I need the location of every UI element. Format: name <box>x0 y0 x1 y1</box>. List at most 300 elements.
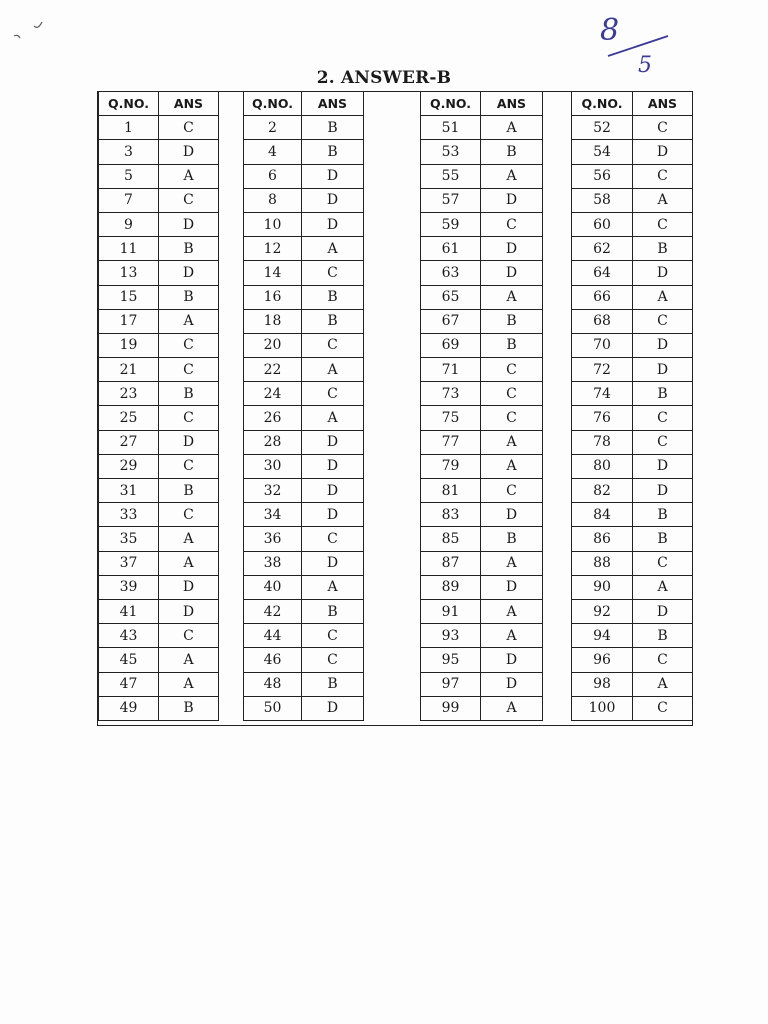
table-row <box>99 333 219 357</box>
question-number: 16 <box>244 285 302 309</box>
answer-letter: D <box>302 454 364 478</box>
question-number: 49 <box>99 696 159 720</box>
question-number: 50 <box>244 696 302 720</box>
answer-letter: B <box>633 237 693 261</box>
question-number: 8 <box>244 188 302 212</box>
answer-letter: D <box>159 140 219 164</box>
question-number: 91 <box>421 599 481 623</box>
answer-letter: D <box>481 503 543 527</box>
question-number: 75 <box>421 406 481 430</box>
question-number: 6 <box>244 164 302 188</box>
answer-letter: C <box>302 333 364 357</box>
answer-block-3 <box>420 92 543 721</box>
table-row <box>244 672 364 696</box>
question-number: 71 <box>421 358 481 382</box>
answer-letter: C <box>159 116 219 140</box>
question-number: 87 <box>421 551 481 575</box>
table-row <box>572 333 693 357</box>
question-number: 53 <box>421 140 481 164</box>
table-row <box>244 358 364 382</box>
table-row <box>421 599 543 623</box>
table-row <box>99 188 219 212</box>
question-number: 65 <box>421 285 481 309</box>
table-row <box>244 696 364 720</box>
table-row <box>572 164 693 188</box>
table-row <box>572 624 693 648</box>
question-number: 5 <box>99 164 159 188</box>
answer-letter: D <box>159 261 219 285</box>
question-number: 26 <box>244 406 302 430</box>
question-number: 17 <box>99 309 159 333</box>
question-number: 3 <box>99 140 159 164</box>
table-row <box>421 382 543 406</box>
answer-letter: B <box>633 624 693 648</box>
question-number: 29 <box>99 454 159 478</box>
question-number: 34 <box>244 503 302 527</box>
table-row <box>99 164 219 188</box>
ans-header: ANS <box>633 92 693 116</box>
question-number: 39 <box>99 575 159 599</box>
answer-letter: A <box>302 358 364 382</box>
question-number: 25 <box>99 406 159 430</box>
question-number: 52 <box>572 116 633 140</box>
answer-letter: B <box>633 382 693 406</box>
question-number: 21 <box>99 358 159 382</box>
qno-header: Q.NO. <box>421 92 481 116</box>
answer-letter: D <box>302 212 364 236</box>
answer-letter: D <box>159 430 219 454</box>
answer-letter: B <box>633 527 693 551</box>
answer-letter: D <box>633 599 693 623</box>
table-row <box>572 599 693 623</box>
table-row <box>572 696 693 720</box>
answer-letter: D <box>159 575 219 599</box>
answer-letter: C <box>159 188 219 212</box>
table-row <box>244 479 364 503</box>
question-number: 24 <box>244 382 302 406</box>
table-row <box>244 140 364 164</box>
question-number: 19 <box>99 333 159 357</box>
question-number: 13 <box>99 261 159 285</box>
question-number: 18 <box>244 309 302 333</box>
answer-letter: A <box>633 672 693 696</box>
table-row <box>572 406 693 430</box>
question-number: 56 <box>572 164 633 188</box>
answer-letter: B <box>159 696 219 720</box>
answer-letter: C <box>481 212 543 236</box>
page-title: 2. ANSWER-B <box>316 68 452 88</box>
table-row <box>572 309 693 333</box>
question-number: 58 <box>572 188 633 212</box>
question-number: 62 <box>572 237 633 261</box>
table-row <box>99 309 219 333</box>
table-row <box>421 261 543 285</box>
table-row <box>421 624 543 648</box>
table-row <box>572 382 693 406</box>
answer-letter: C <box>302 648 364 672</box>
table-row <box>572 454 693 478</box>
answer-letter: B <box>481 309 543 333</box>
qno-header: Q.NO. <box>572 92 633 116</box>
table-row <box>244 648 364 672</box>
table-row <box>244 575 364 599</box>
answer-letter: B <box>159 285 219 309</box>
question-number: 98 <box>572 672 633 696</box>
ans-header: ANS <box>159 92 219 116</box>
question-number: 22 <box>244 358 302 382</box>
question-number: 20 <box>244 333 302 357</box>
question-number: 72 <box>572 358 633 382</box>
answer-letter: B <box>302 599 364 623</box>
answer-letter: A <box>481 430 543 454</box>
question-number: 14 <box>244 261 302 285</box>
answer-letter: C <box>302 382 364 406</box>
table-row <box>421 696 543 720</box>
answer-letter: A <box>159 527 219 551</box>
table-row <box>421 188 543 212</box>
answer-letter: A <box>633 285 693 309</box>
table-row <box>99 261 219 285</box>
question-number: 92 <box>572 599 633 623</box>
answer-letter: D <box>159 599 219 623</box>
answer-letter: C <box>633 551 693 575</box>
table-row <box>244 406 364 430</box>
answer-letter: C <box>159 333 219 357</box>
question-number: 59 <box>421 212 481 236</box>
answer-letter: C <box>159 624 219 648</box>
table-row <box>244 503 364 527</box>
answer-letter: B <box>633 503 693 527</box>
question-number: 15 <box>99 285 159 309</box>
question-number: 40 <box>244 575 302 599</box>
question-number: 80 <box>572 454 633 478</box>
question-number: 38 <box>244 551 302 575</box>
table-row <box>99 212 219 236</box>
question-number: 95 <box>421 648 481 672</box>
question-number: 48 <box>244 672 302 696</box>
answer-letter: A <box>481 624 543 648</box>
answer-letter: A <box>159 648 219 672</box>
question-number: 96 <box>572 648 633 672</box>
question-number: 77 <box>421 430 481 454</box>
pen-tick-mark <box>8 14 48 44</box>
table-row <box>421 285 543 309</box>
answer-letter: D <box>302 551 364 575</box>
answer-block-2 <box>243 92 364 721</box>
table-row <box>572 479 693 503</box>
answer-letter: A <box>159 551 219 575</box>
answer-key-sheet <box>97 91 693 726</box>
question-number: 86 <box>572 527 633 551</box>
answer-letter: C <box>159 454 219 478</box>
question-number: 43 <box>99 624 159 648</box>
question-number: 28 <box>244 430 302 454</box>
table-row <box>421 237 543 261</box>
answer-letter: D <box>302 503 364 527</box>
answer-letter: B <box>302 140 364 164</box>
question-number: 67 <box>421 309 481 333</box>
table-row <box>244 212 364 236</box>
table-row <box>99 696 219 720</box>
question-number: 99 <box>421 696 481 720</box>
table-row <box>572 212 693 236</box>
table-row <box>572 430 693 454</box>
table-row <box>244 333 364 357</box>
question-number: 31 <box>99 479 159 503</box>
answer-letter: C <box>633 309 693 333</box>
table-row <box>99 575 219 599</box>
question-number: 11 <box>99 237 159 261</box>
answer-letter: D <box>302 430 364 454</box>
question-number: 10 <box>244 212 302 236</box>
qno-header: Q.NO. <box>99 92 159 116</box>
table-row <box>244 261 364 285</box>
table-row <box>244 624 364 648</box>
question-number: 33 <box>99 503 159 527</box>
question-number: 61 <box>421 237 481 261</box>
answer-letter: A <box>159 309 219 333</box>
svg-text:5: 5 <box>638 53 652 78</box>
answer-letter: D <box>633 333 693 357</box>
question-number: 36 <box>244 527 302 551</box>
table-row <box>421 575 543 599</box>
answer-letter: A <box>481 285 543 309</box>
question-number: 45 <box>99 648 159 672</box>
answer-letter: B <box>481 333 543 357</box>
answer-letter: C <box>633 116 693 140</box>
table-row <box>99 406 219 430</box>
question-number: 32 <box>244 479 302 503</box>
question-number: 37 <box>99 551 159 575</box>
answer-letter: B <box>302 672 364 696</box>
question-number: 76 <box>572 406 633 430</box>
table-row <box>244 382 364 406</box>
table-row <box>421 164 543 188</box>
table-row <box>99 551 219 575</box>
question-number: 42 <box>244 599 302 623</box>
table-row <box>99 116 219 140</box>
answer-letter: C <box>302 261 364 285</box>
question-number: 68 <box>572 309 633 333</box>
ans-header: ANS <box>302 92 364 116</box>
table-row <box>572 358 693 382</box>
answer-letter: A <box>481 116 543 140</box>
table-row <box>244 116 364 140</box>
question-number: 90 <box>572 575 633 599</box>
table-row <box>99 479 219 503</box>
question-number: 78 <box>572 430 633 454</box>
question-number: 69 <box>421 333 481 357</box>
question-number: 93 <box>421 624 481 648</box>
svg-text:8: 8 <box>600 13 620 48</box>
question-number: 94 <box>572 624 633 648</box>
answer-letter: D <box>481 648 543 672</box>
table-row <box>99 599 219 623</box>
table-row <box>99 527 219 551</box>
table-row <box>99 382 219 406</box>
answer-letter: A <box>633 188 693 212</box>
table-row <box>572 116 693 140</box>
answer-letter: D <box>633 479 693 503</box>
table-row <box>572 285 693 309</box>
table-row <box>99 237 219 261</box>
answer-letter: C <box>481 479 543 503</box>
answer-letter: D <box>481 188 543 212</box>
answer-letter: A <box>481 551 543 575</box>
question-number: 2 <box>244 116 302 140</box>
question-number: 60 <box>572 212 633 236</box>
table-row <box>572 575 693 599</box>
answer-letter: A <box>481 696 543 720</box>
table-row <box>244 551 364 575</box>
qno-header: Q.NO. <box>244 92 302 116</box>
table-row <box>421 333 543 357</box>
answer-letter: C <box>159 503 219 527</box>
table-row <box>99 648 219 672</box>
table-row <box>244 527 364 551</box>
table-row <box>244 164 364 188</box>
question-number: 84 <box>572 503 633 527</box>
answer-letter: B <box>302 116 364 140</box>
table-row <box>421 479 543 503</box>
answer-letter: C <box>633 430 693 454</box>
answer-letter: A <box>302 237 364 261</box>
question-number: 64 <box>572 261 633 285</box>
table-row <box>244 237 364 261</box>
table-row <box>572 261 693 285</box>
table-row <box>244 188 364 212</box>
answer-letter: A <box>159 672 219 696</box>
question-number: 51 <box>421 116 481 140</box>
answer-letter: D <box>481 261 543 285</box>
answer-letter: C <box>302 624 364 648</box>
table-row <box>421 140 543 164</box>
answer-letter: B <box>481 527 543 551</box>
table-row <box>421 406 543 430</box>
header-row <box>99 92 219 116</box>
answer-letter: D <box>633 358 693 382</box>
table-row <box>244 599 364 623</box>
table-row <box>99 624 219 648</box>
answer-letter: A <box>481 599 543 623</box>
answer-letter: D <box>633 261 693 285</box>
answer-letter: A <box>159 164 219 188</box>
answer-letter: D <box>481 672 543 696</box>
table-row <box>99 672 219 696</box>
answer-letter: C <box>481 406 543 430</box>
table-row <box>99 430 219 454</box>
question-number: 30 <box>244 454 302 478</box>
table-row <box>421 454 543 478</box>
header-row <box>572 92 693 116</box>
table-row <box>572 648 693 672</box>
answer-letter: B <box>481 140 543 164</box>
table-row <box>99 140 219 164</box>
answer-letter: B <box>159 237 219 261</box>
answer-block-4 <box>571 92 693 721</box>
question-number: 1 <box>99 116 159 140</box>
table-row <box>99 454 219 478</box>
question-number: 46 <box>244 648 302 672</box>
answer-letter: D <box>302 479 364 503</box>
table-row <box>421 672 543 696</box>
question-number: 44 <box>244 624 302 648</box>
table-row <box>421 527 543 551</box>
answer-letter: D <box>159 212 219 236</box>
ans-header: ANS <box>481 92 543 116</box>
answer-letter: D <box>302 164 364 188</box>
table-row <box>244 430 364 454</box>
table-row <box>572 188 693 212</box>
table-row <box>421 648 543 672</box>
answer-letter: C <box>633 648 693 672</box>
question-number: 66 <box>572 285 633 309</box>
answer-letter: C <box>633 406 693 430</box>
question-number: 81 <box>421 479 481 503</box>
answer-letter: A <box>302 575 364 599</box>
question-number: 41 <box>99 599 159 623</box>
table-row <box>572 503 693 527</box>
question-number: 83 <box>421 503 481 527</box>
table-row <box>572 140 693 164</box>
answer-letter: C <box>633 696 693 720</box>
answer-letter: B <box>159 479 219 503</box>
answer-letter: D <box>481 575 543 599</box>
answer-letter: B <box>302 309 364 333</box>
question-number: 85 <box>421 527 481 551</box>
question-number: 70 <box>572 333 633 357</box>
table-row <box>421 503 543 527</box>
question-number: 57 <box>421 188 481 212</box>
question-number: 97 <box>421 672 481 696</box>
table-row <box>244 285 364 309</box>
answer-letter: A <box>302 406 364 430</box>
table-row <box>572 551 693 575</box>
question-number: 35 <box>99 527 159 551</box>
question-number: 54 <box>572 140 633 164</box>
header-row <box>421 92 543 116</box>
question-number: 9 <box>99 212 159 236</box>
answer-letter: B <box>302 285 364 309</box>
table-row <box>244 454 364 478</box>
answer-letter: C <box>159 358 219 382</box>
question-number: 82 <box>572 479 633 503</box>
answer-letter: A <box>481 454 543 478</box>
question-number: 63 <box>421 261 481 285</box>
question-number: 23 <box>99 382 159 406</box>
answer-letter: D <box>481 237 543 261</box>
answer-letter: B <box>159 382 219 406</box>
answer-letter: C <box>481 358 543 382</box>
table-row <box>421 212 543 236</box>
table-row <box>99 285 219 309</box>
answer-letter: A <box>481 164 543 188</box>
table-row <box>421 551 543 575</box>
question-number: 88 <box>572 551 633 575</box>
answer-letter: C <box>159 406 219 430</box>
table-row <box>244 309 364 333</box>
table-row <box>572 237 693 261</box>
answer-letter: A <box>633 575 693 599</box>
table-row <box>421 116 543 140</box>
question-number: 100 <box>572 696 633 720</box>
answer-block-1 <box>98 92 219 721</box>
question-number: 73 <box>421 382 481 406</box>
table-row <box>99 358 219 382</box>
question-number: 47 <box>99 672 159 696</box>
table-row <box>421 309 543 333</box>
table-row <box>421 358 543 382</box>
